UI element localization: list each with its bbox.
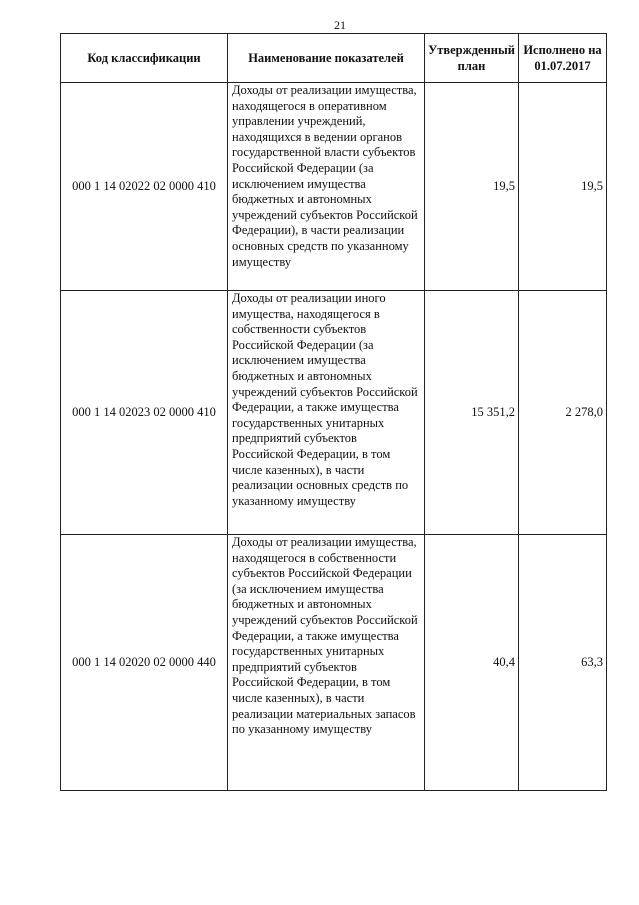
page-number: 21 <box>334 18 346 32</box>
row-name-text: Доходы от реализации иного имущества, находящегося в собственности субъектов Российской Федерации (за исключением имущества бюджетных и автономных учреждений субъектов Российской Федерации, а также имущества государственных унитарных предприятий субъектов Российской Федерации, в том числе казенных), в части реализации основных средств по указанному имуществу <box>232 291 418 508</box>
row-name-text: Доходы от реализации имущества, находящегося в оперативном управлении учреждений, находящихся в ведении органов государственной власти субъектов Российской Федерации (за исключением имущества бюджетных и автономных учреждений субъектов Российской Федерации), в части реализации основных средств по указанному имуществу <box>232 83 418 269</box>
row-code: 000 1 14 02020 02 0000 440 <box>61 535 228 791</box>
table-row <box>61 535 607 791</box>
row-name <box>228 83 425 291</box>
table-row <box>61 83 607 291</box>
row-plan: 19,5 <box>425 83 519 291</box>
row-executed: 63,3 <box>519 535 607 791</box>
revenue-table <box>60 33 607 791</box>
header-executed: Исполнено на 01.07.2017 <box>519 34 607 83</box>
row-name <box>228 291 425 535</box>
header-plan: Утвержденный план <box>425 34 519 83</box>
header-name: Наименование показателей <box>228 34 425 83</box>
table-header-row <box>61 34 607 83</box>
row-plan: 15 351,2 <box>425 291 519 535</box>
row-executed: 2 278,0 <box>519 291 607 535</box>
table-row <box>61 291 607 535</box>
row-plan: 40,4 <box>425 535 519 791</box>
row-code: 000 1 14 02023 02 0000 410 <box>61 291 228 535</box>
row-name <box>228 535 425 791</box>
header-code: Код классификации <box>61 34 228 83</box>
row-executed: 19,5 <box>519 83 607 291</box>
row-code: 000 1 14 02022 02 0000 410 <box>61 83 228 291</box>
row-name-text: Доходы от реализации имущества, находящегося в собственности субъектов Российской Федерации (за исключением имущества бюджетных и автономных учреждений субъектов Российской Федерации, а также имущества государственных унитарных предприятий субъектов Российской Федерации, в том числе казенных), в части реализации материальных запасов по указанному имуществу <box>232 535 418 737</box>
